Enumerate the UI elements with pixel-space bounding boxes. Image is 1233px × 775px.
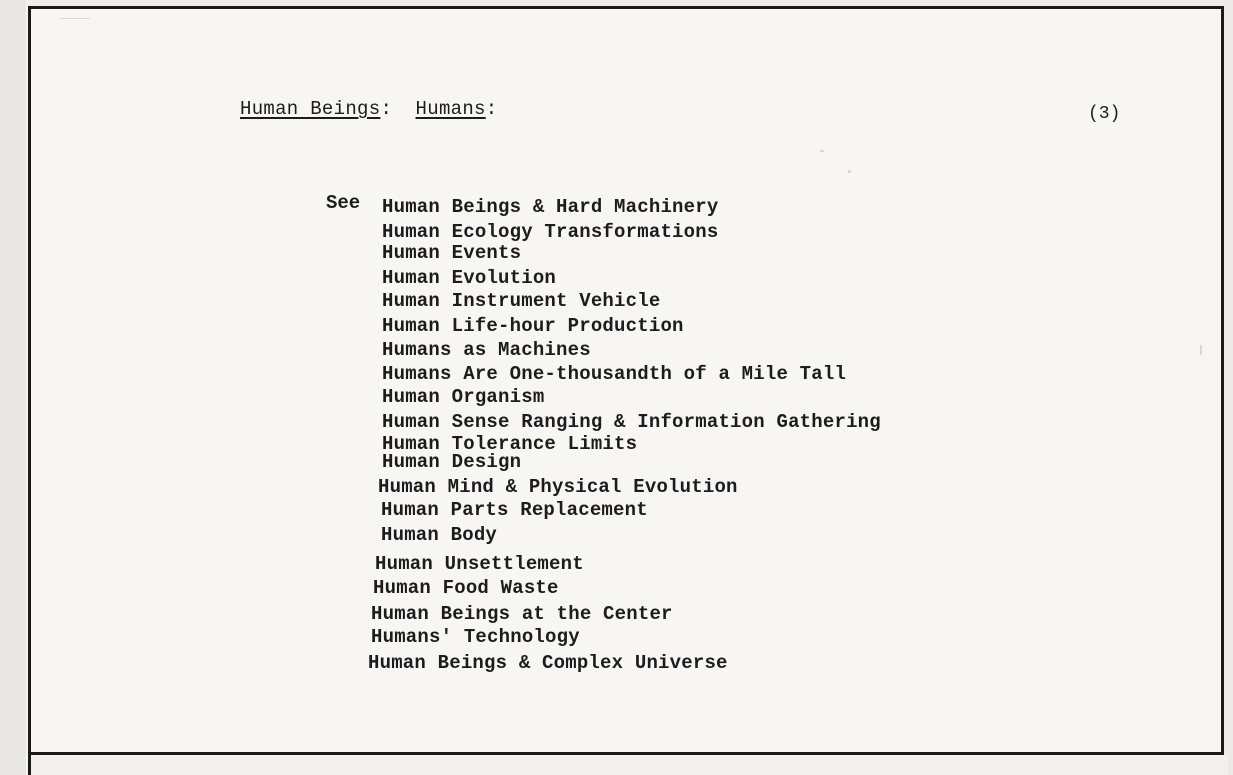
list-item: Human Beings & Complex Universe	[368, 652, 728, 674]
see-label: See	[326, 192, 361, 214]
list-item: Human Design	[382, 451, 522, 473]
list-item: Human Life-hour Production	[382, 315, 684, 337]
page-number: (3)	[1088, 104, 1121, 124]
list-item: Human Unsettlement	[375, 553, 584, 575]
list-item: Human Body	[381, 524, 498, 546]
list-item: Humans as Machines	[382, 339, 591, 361]
list-item: Human Parts Replacement	[381, 499, 648, 521]
list-item: Human Tolerance Limits	[382, 433, 638, 455]
heading-colon: :	[485, 98, 498, 120]
list-item: Human Food Waste	[373, 577, 559, 599]
heading-title-human-beings: Human Beings	[240, 98, 381, 120]
list-item: Human Beings at the Center	[371, 603, 673, 625]
heading-title-humans: Humans	[415, 98, 486, 120]
list-item: Humans' Technology	[371, 626, 580, 648]
list-item: Humans Are One-thousandth of a Mile Tall	[382, 363, 847, 385]
list-item: Human Beings & Hard Machinery	[382, 196, 719, 218]
heading-colon: :	[380, 98, 393, 120]
list-item: Human Ecology Transformations	[382, 221, 719, 243]
list-item: Human Organism	[382, 386, 545, 408]
list-item: Human Events	[382, 242, 522, 264]
list-item: Human Instrument Vehicle	[382, 290, 661, 312]
list-item: Human Mind & Physical Evolution	[378, 476, 738, 498]
list-item: Human Evolution	[382, 267, 557, 289]
list-item: Human Sense Ranging & Information Gathering	[382, 411, 881, 433]
